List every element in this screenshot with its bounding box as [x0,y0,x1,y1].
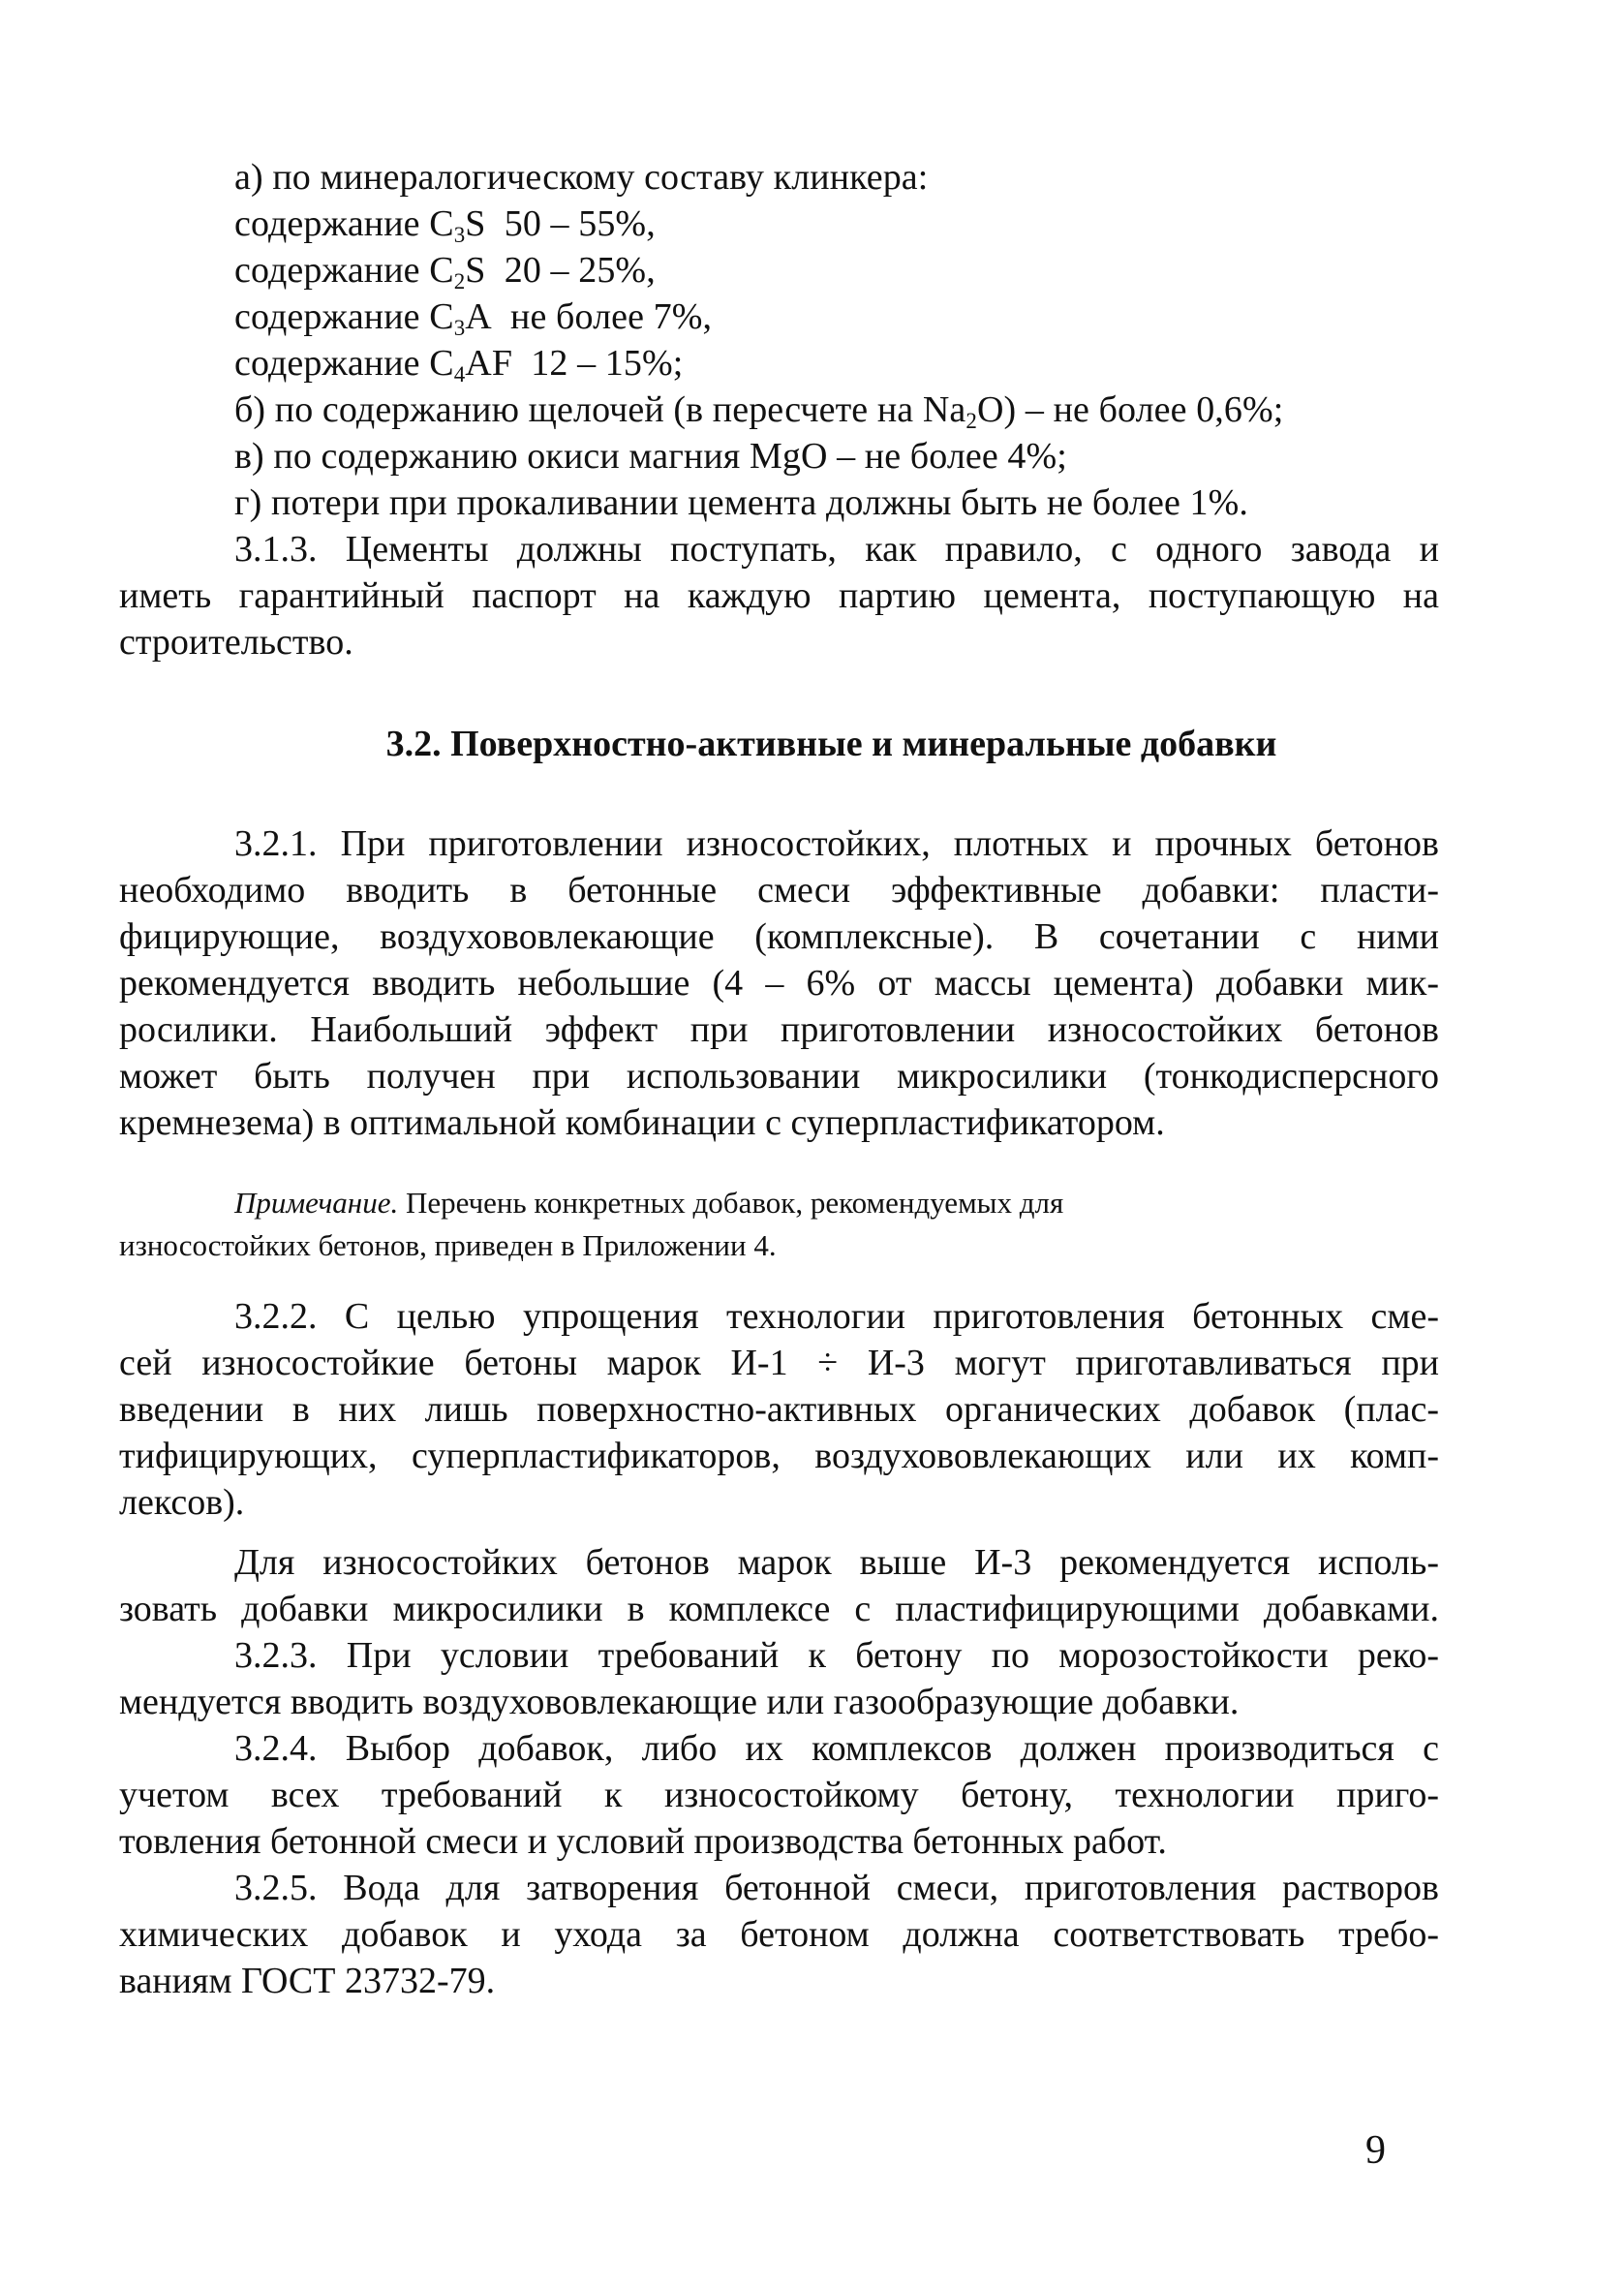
paragraph-3-2-1-line: необходимо вводить в бетонные смеси эффективные добавки: пласти- [119,870,1439,911]
note-line-1: Примечание. Перечень конкретных добавок, рекомендуемых для [234,1186,1064,1220]
c2s-content-line: содержание $C_2S$ 20 – 25%, [234,250,656,294]
note-label: Примечание. [234,1186,399,1220]
paragraph-3-2-2b-line: Для износостойких бетонов марок выше И-3 рекомендуется исполь- [234,1542,1439,1583]
paragraph-3-2-1-line: 3.2.1. При приготовлении износостойких, плотных и прочных бетонов [234,823,1439,864]
note-line-2: износостойких бетонов, приведен в Приложении 4. [119,1228,777,1262]
c4af-content-line: содержание $C_4AF$ 12 – 15%; [234,343,684,387]
paragraph-3-2-2-line: тифицирующих, суперпластификаторов, воздухововлекающих или их комп- [119,1436,1439,1476]
item-v-magnesium: в) по содержанию окиси магния MgO – не более 4%; [234,436,1067,477]
paragraph-3-2-5-line: химических добавок и ухода за бетоном должна соответствовать требо- [119,1914,1439,1955]
paragraph-3-2-3-line: 3.2.3. При условии требований к бетону по морозостойкости реко- [234,1635,1439,1676]
c3a-content-line: содержание $C_3A$ не более 7%, [234,296,713,340]
item-b-alkali: б) по содержанию щелочей (в пересчете на $Na_2O$) – не более 0,6%; [234,389,1284,433]
paragraph-3-2-5-line: 3.2.5. Вода для затворения бетонной смеси, приготовления растворов [234,1868,1439,1908]
item-a-mineralogical: а) по минералогическому составу клинкера: [234,157,929,198]
paragraph-3-2-1-line: росилики. Наибольший эффект при приготовлении износостойких бетонов [119,1009,1439,1050]
paragraph-3-2-5-line: ваниям ГОСТ 23732-79. [119,1961,496,2001]
paragraph-3-2-1-line: рекомендуется вводить небольшие (4 – 6% от массы цемента) добавки мик- [119,963,1439,1004]
paragraph-3-2-4-line: учетом всех требований к износостойкому бетону, технологии приго- [119,1775,1439,1815]
paragraph-3-2-2b-line: зовать добавки микросилики в комплексе с пластифицирующими добавками. [119,1589,1439,1629]
item-g-ignition-loss: г) потери при прокаливании цемента должны быть не более 1%. [234,482,1248,523]
paragraph-3-2-3-line: мендуется вводить воздухововлекающие или газообразующие добавки. [119,1682,1240,1722]
paragraph-3-2-2-line: 3.2.2. С целью упрощения технологии приготовления бетонных сме- [234,1296,1439,1337]
paragraph-3-2-1-line: может быть получен при использовании микросилики (тонкодисперсного [119,1056,1439,1097]
paragraph-3-2-1-line: кремнезема) в оптимальной комбинации с суперпластификатором. [119,1102,1165,1143]
paragraph-3-2-2-line: лексов). [119,1482,245,1523]
paragraph-3-2-4-line: 3.2.4. Выбор добавок, либо их комплексов должен производиться с [234,1728,1439,1769]
paragraph-3-1-3-line: 3.1.3. Цементы должны поступать, как правило, с одного завода и [234,529,1439,570]
paragraph-3-2-2-line: сей износостойкие бетоны марок И-1 ÷ И-3 могут приготавливаться при [119,1343,1439,1383]
paragraph-3-2-4-line: товления бетонной смеси и условий производства бетонных работ. [119,1821,1167,1862]
c3s-content-line: содержание $C_3S$ 50 – 55%, [234,203,656,247]
paragraph-3-1-3-line: иметь гарантийный паспорт на каждую партию цемента, поступающую на [119,575,1439,616]
page-number: 9 [1365,2128,1386,2173]
paragraph-3-2-1-line: фицирующие, воздухововлекающие (комплексные). В сочетании с ними [119,916,1439,957]
section-3-2-heading: 3.2. Поверхностно-активные и минеральные добавки [385,724,1277,764]
paragraph-3-1-3-line: строительство. [119,622,353,663]
paragraph-3-2-2-line: введении в них лишь поверхностно-активных органических добавок (плас- [119,1389,1439,1430]
